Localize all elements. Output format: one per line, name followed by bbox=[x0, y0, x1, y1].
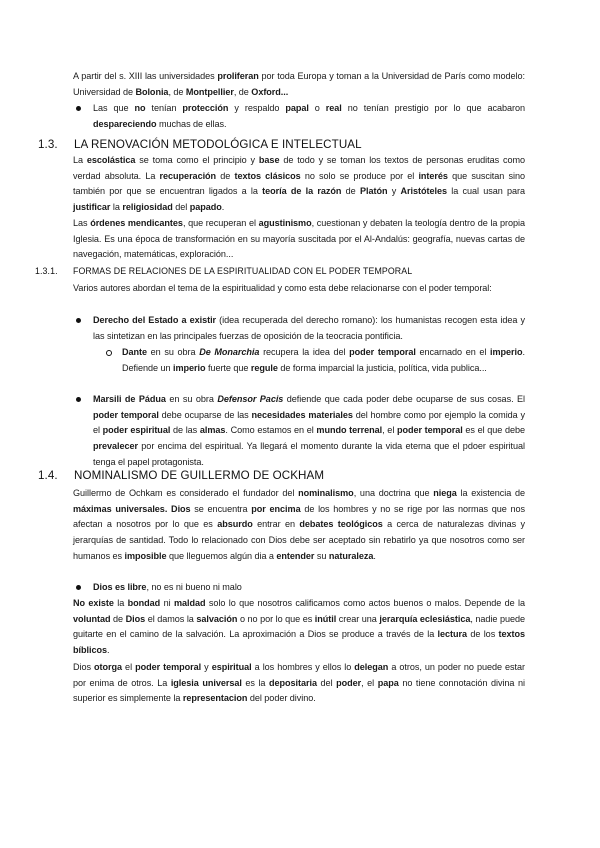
text-run: su bbox=[314, 550, 329, 561]
bullet-dot-icon bbox=[76, 585, 81, 590]
emphasis-text: imposible bbox=[124, 550, 167, 561]
text-run: A partir del s. XIII las universidades bbox=[73, 71, 218, 81]
text-run: la cual usan para bbox=[446, 186, 526, 197]
text-run: la bbox=[110, 202, 123, 213]
text-run: La bbox=[73, 155, 87, 165]
text-run: crear una bbox=[336, 613, 380, 624]
emphasis-text: imperio bbox=[172, 362, 206, 373]
emphasis-text: necesidades materiales bbox=[251, 409, 353, 420]
text-run: de las bbox=[170, 425, 200, 436]
s14-bullet-1-text bbox=[93, 582, 242, 592]
s14-paragraph-1 bbox=[73, 486, 525, 565]
emphasis-text: poder temporal bbox=[396, 425, 463, 436]
text-run: muchas de ellas. bbox=[156, 118, 227, 129]
text-run: a los hombres y ellos lo bbox=[251, 662, 355, 672]
text-run: es la bbox=[241, 677, 270, 688]
text-run: Varios autores abordan el tema de la espiritualidad y como esta debe relacionarse con el poder temporal: bbox=[73, 283, 492, 293]
text-run: . bbox=[373, 550, 376, 561]
text-run: , de bbox=[233, 86, 252, 97]
emphasis-text: inútil bbox=[314, 613, 337, 624]
section-number: 1.4. bbox=[38, 469, 58, 482]
text-run: del hombre como por ejemplo la comida y el bbox=[93, 409, 525, 436]
text-run: . Defiende un bbox=[122, 347, 525, 373]
emphasis-text: mundo terrenal bbox=[316, 425, 383, 436]
text-run: de bbox=[216, 170, 235, 181]
s131-bullet-1 bbox=[93, 313, 525, 344]
text-run: (idea recuperada del derecho romano): los humanistas recogen esta idea y las sintetizan en las principales fuerzas de oposición de la teocracia pontificia. bbox=[93, 315, 525, 341]
emphasis-text: agustinismo bbox=[258, 218, 312, 228]
s131-paragraph-1 bbox=[73, 281, 525, 297]
emphasis-text: textos bíblicos bbox=[73, 629, 526, 656]
emphasis-text: papa bbox=[377, 677, 399, 688]
section-number: 1.3. bbox=[38, 138, 58, 151]
text-run: de forma imparcial la justicia, política, vida publica... bbox=[277, 362, 487, 373]
s14-bullet-1 bbox=[93, 580, 525, 596]
text-run: . Como estamos en el bbox=[225, 425, 317, 436]
text-run: o bbox=[308, 103, 326, 113]
text-run: y bbox=[387, 186, 401, 197]
text-run: del poder divino. bbox=[247, 693, 316, 704]
text-run: de todo y se toman los textos de personas eruditas como verdad absoluta. La bbox=[73, 155, 525, 181]
section-number: 1.3.1. bbox=[35, 266, 58, 276]
emphasis-text: base bbox=[258, 155, 280, 165]
emphasis-text: justificar bbox=[73, 202, 111, 213]
emphasis-text: naturaleza bbox=[328, 550, 374, 561]
s131-subbullet bbox=[122, 345, 525, 376]
s13-paragraph-2 bbox=[73, 216, 525, 263]
text-run: no tiene connotación divina ni superior es simplemente la bbox=[73, 677, 525, 704]
emphasis-text: bondad bbox=[127, 598, 161, 608]
emphasis-text: jerarquía eclesiástica bbox=[379, 613, 471, 624]
emphasis-text: No existe bbox=[73, 598, 114, 608]
emphasis-text: imperio bbox=[490, 347, 523, 357]
bullet-dot-icon bbox=[76, 318, 81, 323]
intro-paragraph bbox=[73, 69, 525, 100]
text-run: , de bbox=[168, 86, 186, 97]
text-run: , que recuperan el bbox=[182, 218, 259, 228]
s131-bullet-1-text bbox=[93, 315, 525, 341]
emphasis-text: no bbox=[134, 103, 146, 113]
text-run: debe ocuparse de las bbox=[158, 409, 252, 420]
text-run: recupera la idea del bbox=[259, 347, 350, 357]
bullet-dot-icon bbox=[76, 106, 81, 111]
emphasis-text: papal bbox=[285, 103, 309, 113]
emphasis-text: Oxford... bbox=[251, 86, 289, 97]
text-run: no tenían prestigio por lo que acabaron bbox=[341, 103, 525, 113]
text-run: que lleguemos algún dia a bbox=[166, 550, 277, 561]
text-run: a otros, un poder no puede estar por enima de otros. La bbox=[73, 662, 525, 688]
emphasis-text: maldad bbox=[173, 598, 206, 608]
text-run: Guillermo de Ochkam es considerado el fundador del bbox=[73, 488, 299, 498]
text-run: es el que debe bbox=[462, 425, 525, 436]
emphasis-text: proliferan bbox=[217, 71, 259, 81]
emphasis-text: espiritual bbox=[211, 662, 252, 672]
text-run: por encima del espiritual. Ya llegará el momento durante la vida eterna que el pdoer espiritual tenga el papel protagonista. bbox=[93, 441, 525, 467]
text-run: , el bbox=[382, 425, 397, 436]
text-run: entrar en bbox=[252, 519, 300, 530]
section-title: FORMAS DE RELACIONES DE LA ESPIRITUALIDAD CON EL PODER TEMPORAL bbox=[73, 266, 413, 276]
emphasis-text: papado bbox=[189, 202, 222, 213]
emphasis-text: nominalismo bbox=[298, 488, 354, 498]
text-run: Las bbox=[73, 218, 91, 228]
intro-bullet-text bbox=[93, 103, 525, 129]
emphasis-text: Dios bbox=[171, 503, 191, 514]
text-run: Dios bbox=[73, 662, 95, 672]
intro-bullet bbox=[93, 101, 525, 132]
emphasis-text: voluntad bbox=[73, 613, 111, 624]
text-run: , nadie puede guitarte en el camino de la salvación. La aproximación a Dios se produce a través de la bbox=[73, 613, 525, 640]
emphasis-text: real bbox=[325, 103, 342, 113]
emphasis-text: depositaria bbox=[269, 677, 317, 688]
text-run: . bbox=[106, 645, 110, 656]
section-title: LA RENOVACIÓN METODOLÓGICA E INTELECTUAL bbox=[74, 138, 362, 151]
emphasis-text: Platón bbox=[359, 186, 388, 197]
emphasis-text: poder bbox=[336, 677, 362, 688]
bullet-dot-icon bbox=[76, 397, 81, 402]
text-run: del bbox=[316, 677, 337, 688]
emphasis-text: prevalecer bbox=[93, 441, 139, 452]
text-run: en su obra bbox=[165, 394, 218, 404]
bullet-circle-icon bbox=[106, 350, 112, 356]
emphasis-text: entender bbox=[276, 550, 315, 561]
s13-paragraph-1 bbox=[73, 153, 525, 216]
emphasis-text: poder temporal bbox=[93, 409, 159, 420]
emphasis-text: por encima bbox=[251, 503, 301, 514]
emphasis-text: máximas universales. bbox=[73, 503, 168, 514]
text-run: por toda Europa y toman a la Universidad de París como modelo: Universidad de bbox=[73, 71, 525, 97]
emphasis-text: representacion bbox=[182, 693, 248, 704]
emphasis-text: recuperación bbox=[159, 170, 217, 181]
text-run: o no por lo que es bbox=[237, 613, 315, 624]
emphasis-text: regule bbox=[250, 362, 278, 373]
emphasis-text: lectura bbox=[437, 629, 468, 640]
emphasis-text: escolástica bbox=[86, 155, 136, 165]
text-run: ni bbox=[160, 598, 174, 608]
text-run: , no es ni bueno ni malo bbox=[146, 582, 242, 592]
s131-bullet-2 bbox=[93, 392, 525, 471]
text-run: de bbox=[110, 613, 126, 624]
emphasis-text: interés bbox=[418, 170, 448, 181]
emphasis-text: iglesia universal bbox=[170, 677, 242, 688]
text-run: de bbox=[341, 186, 360, 197]
emphasis-text: órdenes mendicantes bbox=[90, 218, 183, 228]
text-run: se encuentra bbox=[190, 503, 252, 514]
emphasis-text: otorga bbox=[94, 662, 123, 672]
text-run: a cerca de naturalezas divinas y jerarquías de santidad. Todo lo relacionado con Dios debe ser aceptado sin rebatirlo ya que nosotros como ser humanos es bbox=[73, 519, 526, 561]
text-run: se toma como el principio y bbox=[135, 155, 259, 165]
emphasis-text: teoría de la razón bbox=[262, 186, 342, 197]
emphasis-text: absurdo bbox=[217, 519, 253, 530]
text-run: Las que bbox=[93, 103, 135, 113]
text-run: no solo se produce por el bbox=[300, 170, 419, 181]
emphasis-text: Montpellier bbox=[185, 86, 234, 97]
text-run: , una doctrina que bbox=[353, 488, 434, 498]
emphasis-text: delegan bbox=[354, 662, 389, 672]
text-run: y respaldo bbox=[228, 103, 286, 113]
text-run: encarnado en el bbox=[415, 347, 491, 357]
emphasis-text: Marsili de Pádua bbox=[93, 394, 166, 404]
text-run: , el bbox=[361, 677, 378, 688]
text-run: tenían bbox=[145, 103, 183, 113]
text-run: el bbox=[122, 662, 136, 672]
text-run: y bbox=[201, 662, 212, 672]
emphasis-text: Derecho del Estado a existir bbox=[93, 315, 217, 325]
emphasis-text: Dios es libre bbox=[93, 582, 147, 592]
emphasis-text: poder temporal bbox=[135, 662, 202, 672]
s14-paragraph-2 bbox=[73, 596, 525, 659]
emphasis-text: debates teológicos bbox=[299, 519, 383, 530]
text-run: , cuestionan y debaten la teología dentro de la propia Iglesia. Es una época de transformación en su mayoría suscitada por el Al-Andalús: geografía, nuevas cartas de navegación, matemáticas, exploración... bbox=[73, 218, 525, 260]
emphasis-text: almas bbox=[199, 425, 226, 436]
emphasis-text: Dante bbox=[122, 347, 148, 357]
section-title: NOMINALISMO DE GUILLERMO DE OCKHAM bbox=[74, 469, 325, 482]
emphasis-text: De Monarchia bbox=[199, 347, 260, 357]
emphasis-text: religiosidad bbox=[122, 202, 173, 213]
text-run: de los hombres y no se rige por las normas que nos afectan a nosotros por lo que es bbox=[73, 503, 525, 530]
emphasis-text: despareciendo bbox=[93, 118, 157, 129]
text-run: la bbox=[113, 598, 128, 608]
text-run: en su obra bbox=[147, 347, 200, 357]
text-run: . bbox=[221, 202, 225, 213]
s131-bullet-2-text bbox=[93, 394, 525, 467]
text-run: el damos la bbox=[145, 613, 197, 624]
emphasis-text: Dios bbox=[125, 613, 146, 624]
emphasis-text: Aristóteles bbox=[400, 186, 447, 197]
text-run: solo lo que nosotros calificamos como actos buenos o malos. Depende de la bbox=[205, 598, 526, 608]
emphasis-text: Defensor Pacis bbox=[217, 394, 284, 404]
emphasis-text: Bolonia bbox=[135, 86, 169, 97]
text-run: fuerte que bbox=[205, 362, 251, 373]
s14-paragraph-3 bbox=[73, 660, 525, 707]
emphasis-text: textos clásicos bbox=[234, 170, 301, 181]
emphasis-text: salvación bbox=[196, 613, 238, 624]
text-run: del bbox=[172, 202, 190, 213]
text-run: que suscitan sino también por que se encuentran ligados a la bbox=[73, 170, 525, 197]
emphasis-text: poder temporal bbox=[349, 347, 416, 357]
emphasis-text: niega bbox=[433, 488, 457, 498]
emphasis-text: poder espiritual bbox=[102, 425, 171, 436]
text-run: de los bbox=[467, 629, 499, 640]
emphasis-text: protección bbox=[182, 103, 229, 113]
text-run: la existencia de bbox=[456, 488, 525, 498]
text-run: defiende que cada poder debe ocuparse de sus cosas. El bbox=[283, 394, 525, 404]
s131-subbullet-text bbox=[122, 347, 525, 373]
